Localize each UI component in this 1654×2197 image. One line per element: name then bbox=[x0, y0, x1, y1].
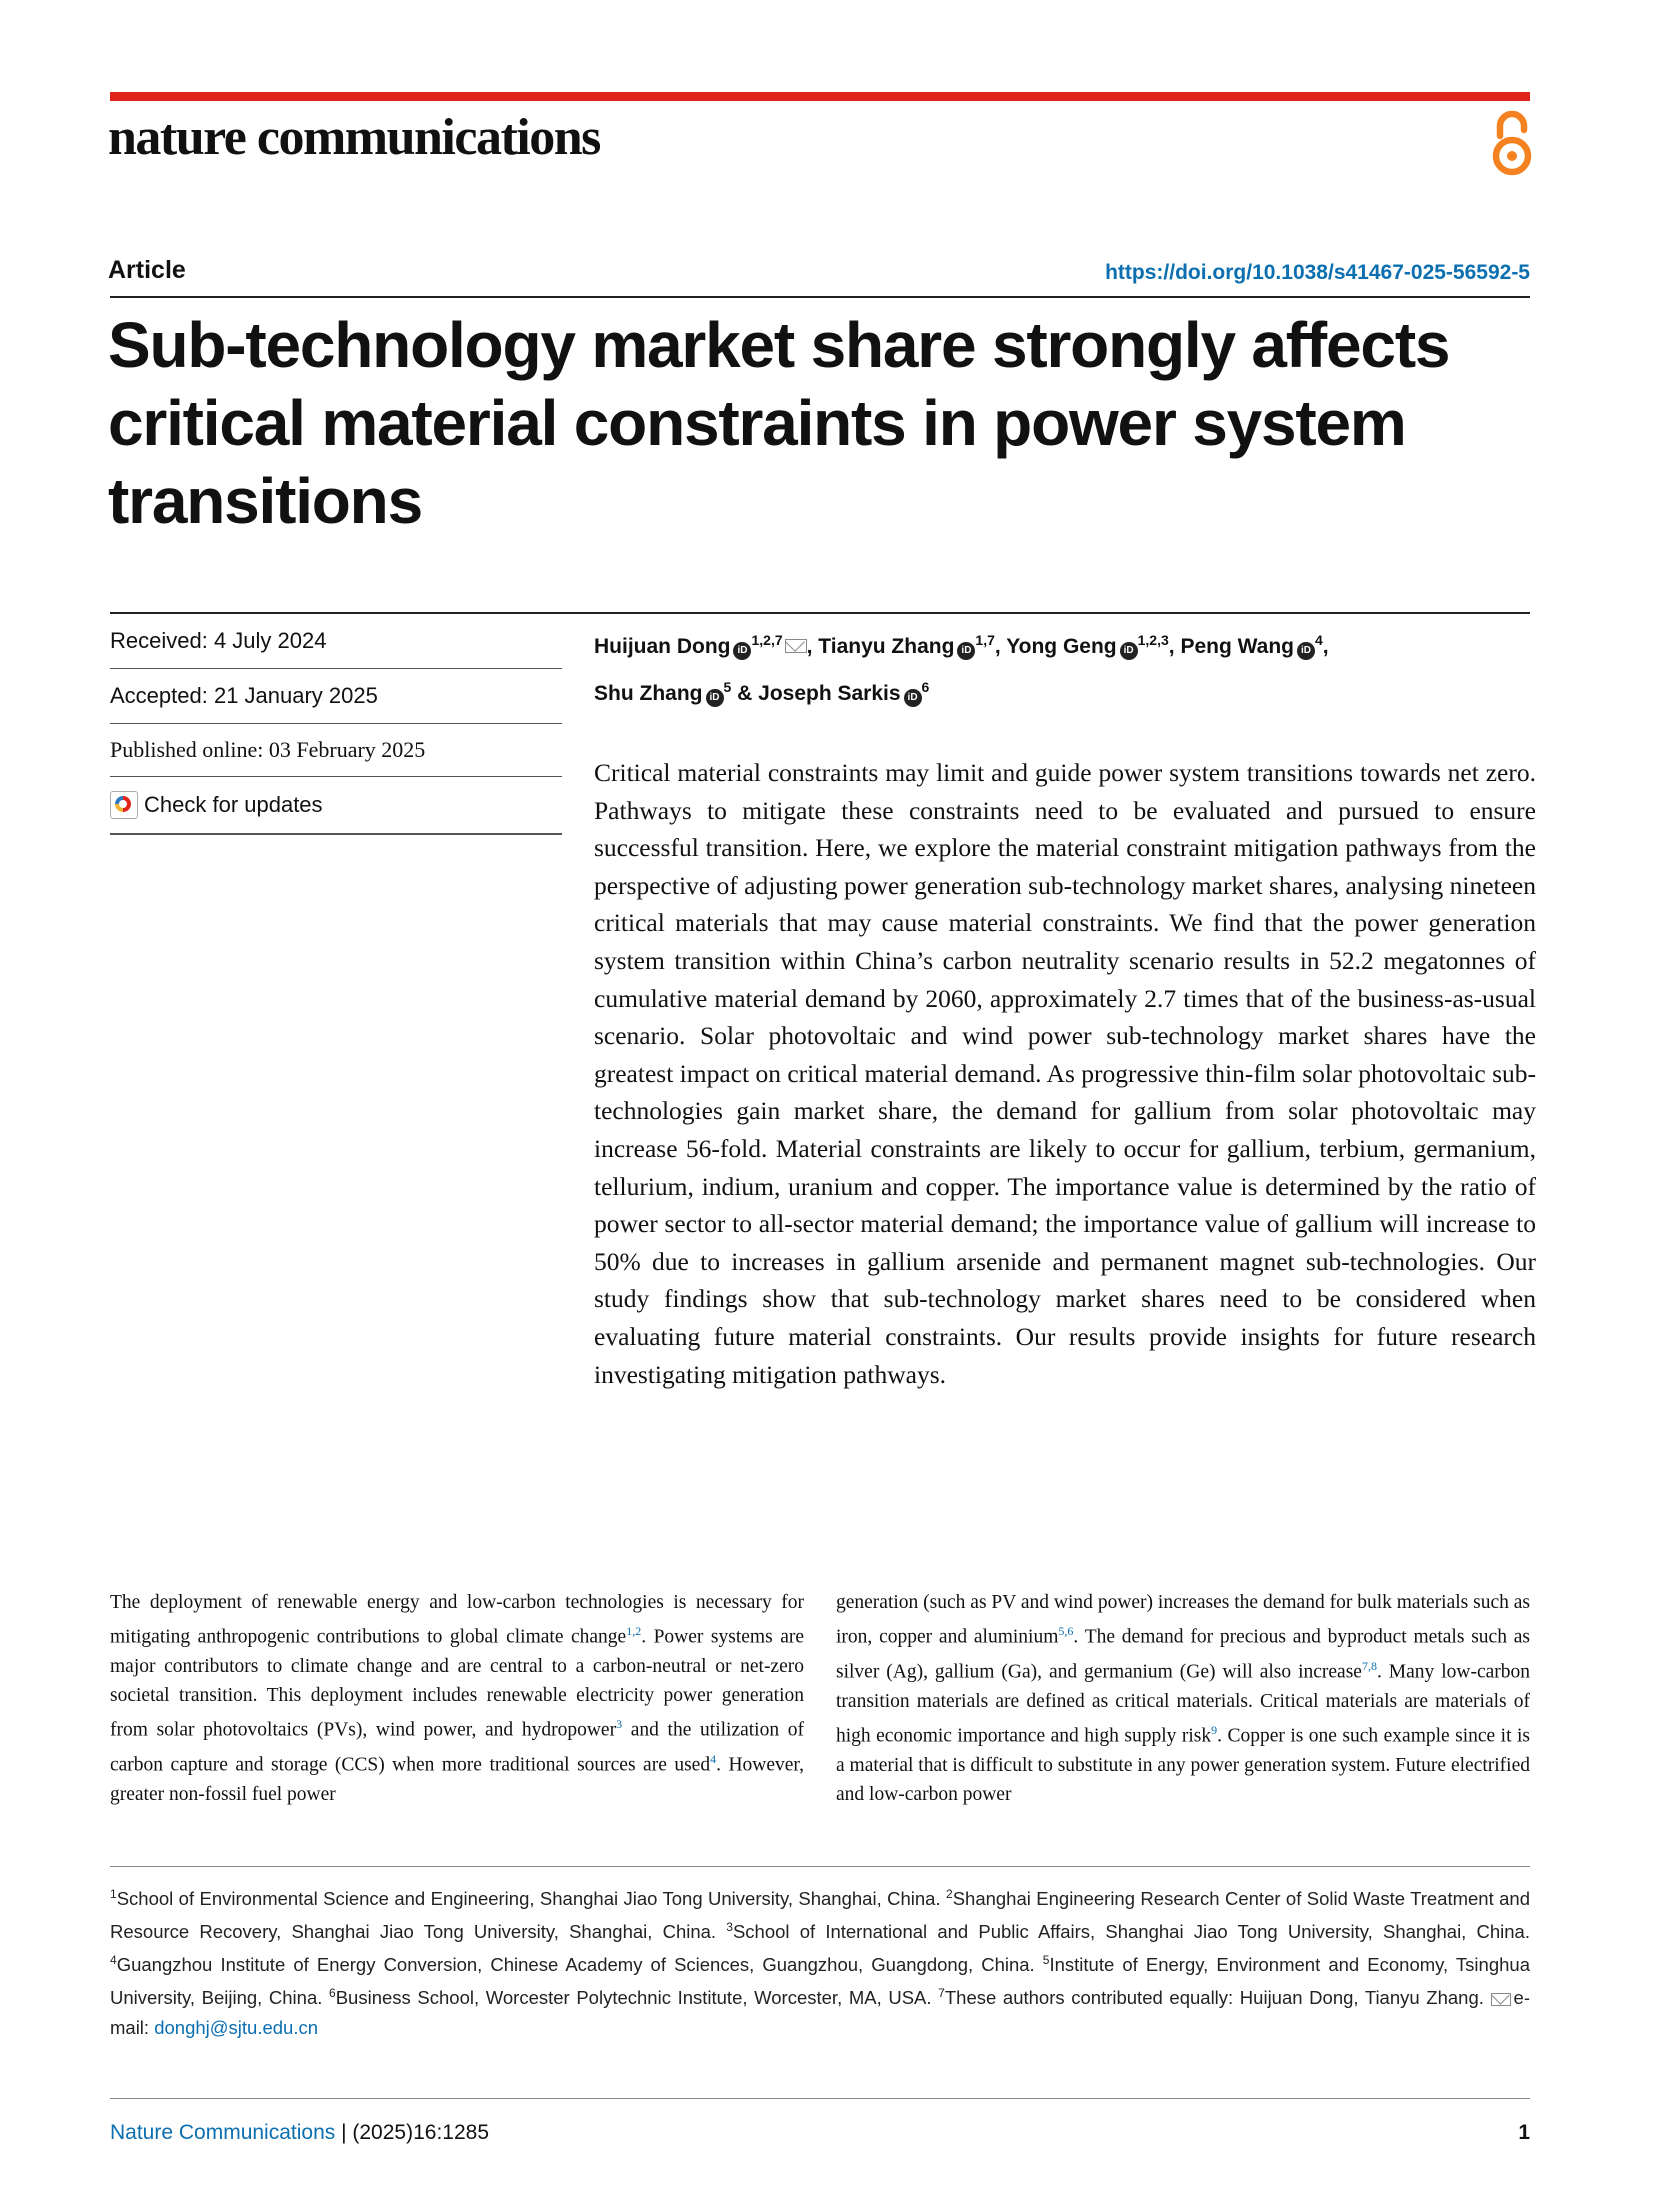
orcid-icon[interactable]: iD bbox=[904, 689, 922, 707]
check-updates-label: Check for updates bbox=[144, 792, 323, 817]
reference-citation[interactable]: 9 bbox=[1211, 1722, 1218, 1737]
author-separator: & bbox=[731, 682, 759, 705]
body-column-right bbox=[836, 1588, 1530, 1809]
affiliation-text: These authors contributed equally: Huijuan Dong, Tianyu Zhang. bbox=[944, 1987, 1491, 2009]
check-for-updates-button[interactable] bbox=[110, 777, 562, 835]
article-dates bbox=[110, 614, 562, 835]
accepted-date: Accepted: 21 January 2025 bbox=[110, 669, 562, 724]
author-affiliation-number: 5 bbox=[723, 679, 732, 695]
email-link[interactable]: donghj@sjtu.edu.cn bbox=[154, 2016, 319, 2038]
author-list bbox=[594, 620, 1534, 714]
reference-citation[interactable]: 4 bbox=[710, 1752, 717, 1767]
affiliation-number: 5 bbox=[1042, 1953, 1050, 1968]
body-text: generation (such as PV and wind power) increases the demand for bulk materials such as iron, copper and aluminium bbox=[836, 1592, 1530, 1648]
footer-citation bbox=[110, 2121, 489, 2145]
author-affiliation-number: 6 bbox=[921, 679, 930, 695]
author-separator: , bbox=[1322, 635, 1329, 658]
affiliation-text: Shanghai Engineering Research Center of Solid Waste Treatment and Resource Recovery, Shanghai Jiao Tong University, Shanghai, China. bbox=[110, 1888, 1530, 1943]
author-affiliation-number: 4 bbox=[1315, 632, 1323, 648]
email-label: e-mail: bbox=[110, 1987, 1530, 2038]
affiliation-text: Guangzhou Institute of Energy Conversion, Chinese Academy of Sciences, Guangzhou, Guangdong, China. bbox=[116, 1954, 1043, 1976]
author-affiliation-number: 1,2,3 bbox=[1137, 632, 1169, 648]
doi-link[interactable]: https://doi.org/10.1038/s41467-025-56592-5 bbox=[1105, 261, 1530, 284]
received-date: Received: 4 July 2024 bbox=[110, 614, 562, 669]
open-access-icon bbox=[1490, 106, 1534, 178]
affiliation-number: 1 bbox=[110, 1887, 117, 1901]
body-text: . The demand for precious and byproduct metals such as silver (Ag), gallium (Ga), and germanium (Ge) will also increase bbox=[836, 1626, 1530, 1683]
abstract: Critical material constraints may limit and guide power system transitions towards net zero. Pathways to mitigate these constraints need to be evaluated and pursued to ensure successful transition. Here, we explore the material constraint mitigation pathways from the perspective of adjusting power generation sub-technology market shares, analysing nineteen critical materials that may cause material constraints. We find that the power generation system transition within China’s carbon neutrality scenario results in 52.2 megatonnes of cumulative material demand by 2060, approximately 2.7 times that of the business-as-usual scenario. Solar photovoltaic and wind power sub-technology market shares have the greatest impact on critical material demand. As progressive thin-film solar photovoltaic sub-technologies gain market share, the demand for gallium from solar photovoltaic may increase 56-fold. Material constraints are likely to occur for gallium, terbium, germanium, tellurium, indium, uranium and copper. The importance value is determined by the ratio of power sector to all-sector material demand; the importance value of gallium will increase to 50% due to increases in gallium arsenide and permanent magnet sub-technologies. Our study findings show that sub-technology market shares need to be considered when evaluating future material constraints. Our results provide insights for future research investigating mitigation pathways. bbox=[594, 758, 1536, 1389]
email-icon bbox=[1491, 1993, 1511, 2006]
footer-divider bbox=[110, 2098, 1530, 2099]
orcid-icon[interactable]: iD bbox=[1120, 642, 1138, 660]
affiliation-text: School of International and Public Affairs, Shanghai Jiao Tong University, Shanghai, China. bbox=[732, 1921, 1530, 1943]
author-name[interactable]: Yong Geng bbox=[1006, 635, 1117, 658]
article-type: Article bbox=[108, 256, 186, 284]
affiliation-text: Institute of Energy, Environment and Economy, Tsinghua University, Beijing, China. bbox=[110, 1954, 1530, 2009]
page-number: 1 bbox=[1518, 2121, 1530, 2144]
author-name[interactable]: Shu Zhang bbox=[594, 682, 703, 705]
reference-citation[interactable]: 3 bbox=[616, 1717, 623, 1732]
author-affiliation-number: 1,2,7 bbox=[751, 632, 783, 648]
body-text: The deployment of renewable energy and low-carbon technologies is necessary for mitigating anthropogenic contributions to global climate change bbox=[110, 1592, 804, 1648]
journal-name: nature communications bbox=[108, 109, 600, 166]
affiliation-number: 7 bbox=[938, 1986, 945, 2001]
body-text: . Copper is one such example since it is a material that is difficult to substitute in any power generation system. Future electrified and low-carbon power bbox=[836, 1725, 1530, 1805]
reference-citation[interactable]: 1,2 bbox=[626, 1624, 642, 1639]
author-name[interactable]: Joseph Sarkis bbox=[758, 682, 901, 705]
affiliation-number: 6 bbox=[329, 1986, 336, 2001]
orcid-icon[interactable]: iD bbox=[957, 642, 975, 660]
header-divider bbox=[110, 296, 1530, 298]
author-affiliation-number: 1,7 bbox=[975, 632, 995, 648]
orcid-icon[interactable]: iD bbox=[706, 689, 724, 707]
author-name[interactable]: Huijuan Dong bbox=[594, 635, 731, 658]
orcid-icon[interactable]: iD bbox=[733, 642, 751, 660]
affiliations-divider bbox=[110, 1866, 1530, 1867]
body-column-left bbox=[110, 1588, 804, 1809]
body-text: . However, greater non-fossil fuel power bbox=[110, 1754, 805, 1805]
check-updates-icon bbox=[110, 791, 138, 819]
affiliations bbox=[110, 1880, 1530, 2042]
author-name[interactable]: Tianyu Zhang bbox=[818, 635, 955, 658]
affiliation-text: School of Environmental Science and Engineering, Shanghai Jiao Tong University, Shanghai, China. bbox=[116, 1888, 946, 1910]
reference-citation[interactable]: 7,8 bbox=[1361, 1658, 1377, 1673]
footer-journal-link[interactable]: Nature Communications bbox=[110, 2121, 336, 2144]
body-text: and the utilization of carbon capture and storage (CCS) when more traditional sources are used bbox=[110, 1719, 804, 1776]
body-text: . Many low-carbon transition materials are defined as critical materials. Critical materials are materials of high economic importance and high supply risk bbox=[836, 1661, 1530, 1747]
footer-volume: | (2025)16:1285 bbox=[335, 2121, 490, 2144]
affiliation-number: 3 bbox=[726, 1920, 733, 1935]
author-separator: , bbox=[994, 635, 1007, 658]
reference-citation[interactable]: 5,6 bbox=[1058, 1624, 1074, 1639]
journal-accent-bar bbox=[110, 92, 1530, 101]
orcid-icon[interactable]: iD bbox=[1297, 642, 1315, 660]
affiliation-text: Business School, Worcester Polytechnic Institute, Worcester, MA, USA. bbox=[335, 1987, 939, 2009]
author-separator: , bbox=[806, 635, 819, 658]
published-date: Published online: 03 February 2025 bbox=[110, 724, 562, 777]
body-text: . Power systems are major contributors to climate change and are central to a carbon-neutral or net-zero societal transition. This deployment includes renewable electricity power generation from solar photovoltaics (PVs), wind power, and hydropower bbox=[110, 1626, 805, 1741]
affiliation-number: 2 bbox=[946, 1887, 953, 1901]
affiliation-number: 4 bbox=[110, 1953, 117, 1968]
author-name[interactable]: Peng Wang bbox=[1180, 635, 1294, 658]
email-icon[interactable] bbox=[785, 639, 807, 653]
author-separator: , bbox=[1168, 635, 1181, 658]
article-title: Sub-technology market share strongly affects critical material constraints in power system transitions bbox=[108, 309, 1450, 537]
